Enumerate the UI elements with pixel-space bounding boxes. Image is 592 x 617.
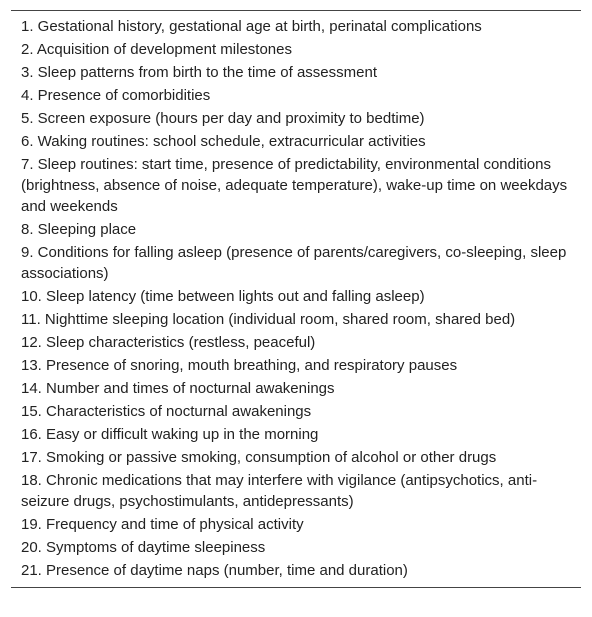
list-item: 21. Presence of daytime naps (number, time and duration) xyxy=(21,562,408,579)
assessment-table xyxy=(11,10,581,588)
list-item: 19. Frequency and time of physical activity xyxy=(21,516,304,533)
list-item: 16. Easy or difficult waking up in the morning xyxy=(21,426,319,443)
list-item: 7. Sleep routines: start time, presence of predictability, environmental conditions (brightness, absence of noise, adequate temperature), wake-up time on weekdays and weekends xyxy=(21,156,568,215)
list-item: 15. Characteristics of nocturnal awakenings xyxy=(21,403,312,420)
list-item: 17. Smoking or passive smoking, consumption of alcohol or other drugs xyxy=(21,449,497,466)
list-item: 2. Acquisition of development milestones xyxy=(21,41,292,58)
list-item: 11. Nighttime sleeping location (individual room, shared room, shared bed) xyxy=(21,311,516,328)
list-item: 10. Sleep latency (time between lights out and falling asleep) xyxy=(21,288,425,305)
list-item: 12. Sleep characteristics (restless, peaceful) xyxy=(21,334,316,351)
list-item: 6. Waking routines: school schedule, extracurricular activities xyxy=(21,133,426,150)
assessment-item-list xyxy=(11,11,581,587)
list-item: 20. Symptoms of daytime sleepiness xyxy=(21,539,266,556)
list-item: 18. Chronic medications that may interfere with vigilance (antipsychotics, anti-seizure drugs, psychostimulants, antidepressants) xyxy=(21,472,538,510)
list-item: 8. Sleeping place xyxy=(21,221,137,238)
list-item: 9. Conditions for falling asleep (presence of parents/caregivers, co-sleeping, sleep associations) xyxy=(21,244,567,282)
list-item: 4. Presence of comorbidities xyxy=(21,87,211,104)
list-item: 1. Gestational history, gestational age at birth, perinatal complications xyxy=(21,18,482,35)
list-item: 3. Sleep patterns from birth to the time of assessment xyxy=(21,64,378,81)
list-item: 5. Screen exposure (hours per day and proximity to bedtime) xyxy=(21,110,425,127)
list-item: 14. Number and times of nocturnal awakenings xyxy=(21,380,335,397)
list-item: 13. Presence of snoring, mouth breathing, and respiratory pauses xyxy=(21,357,458,374)
